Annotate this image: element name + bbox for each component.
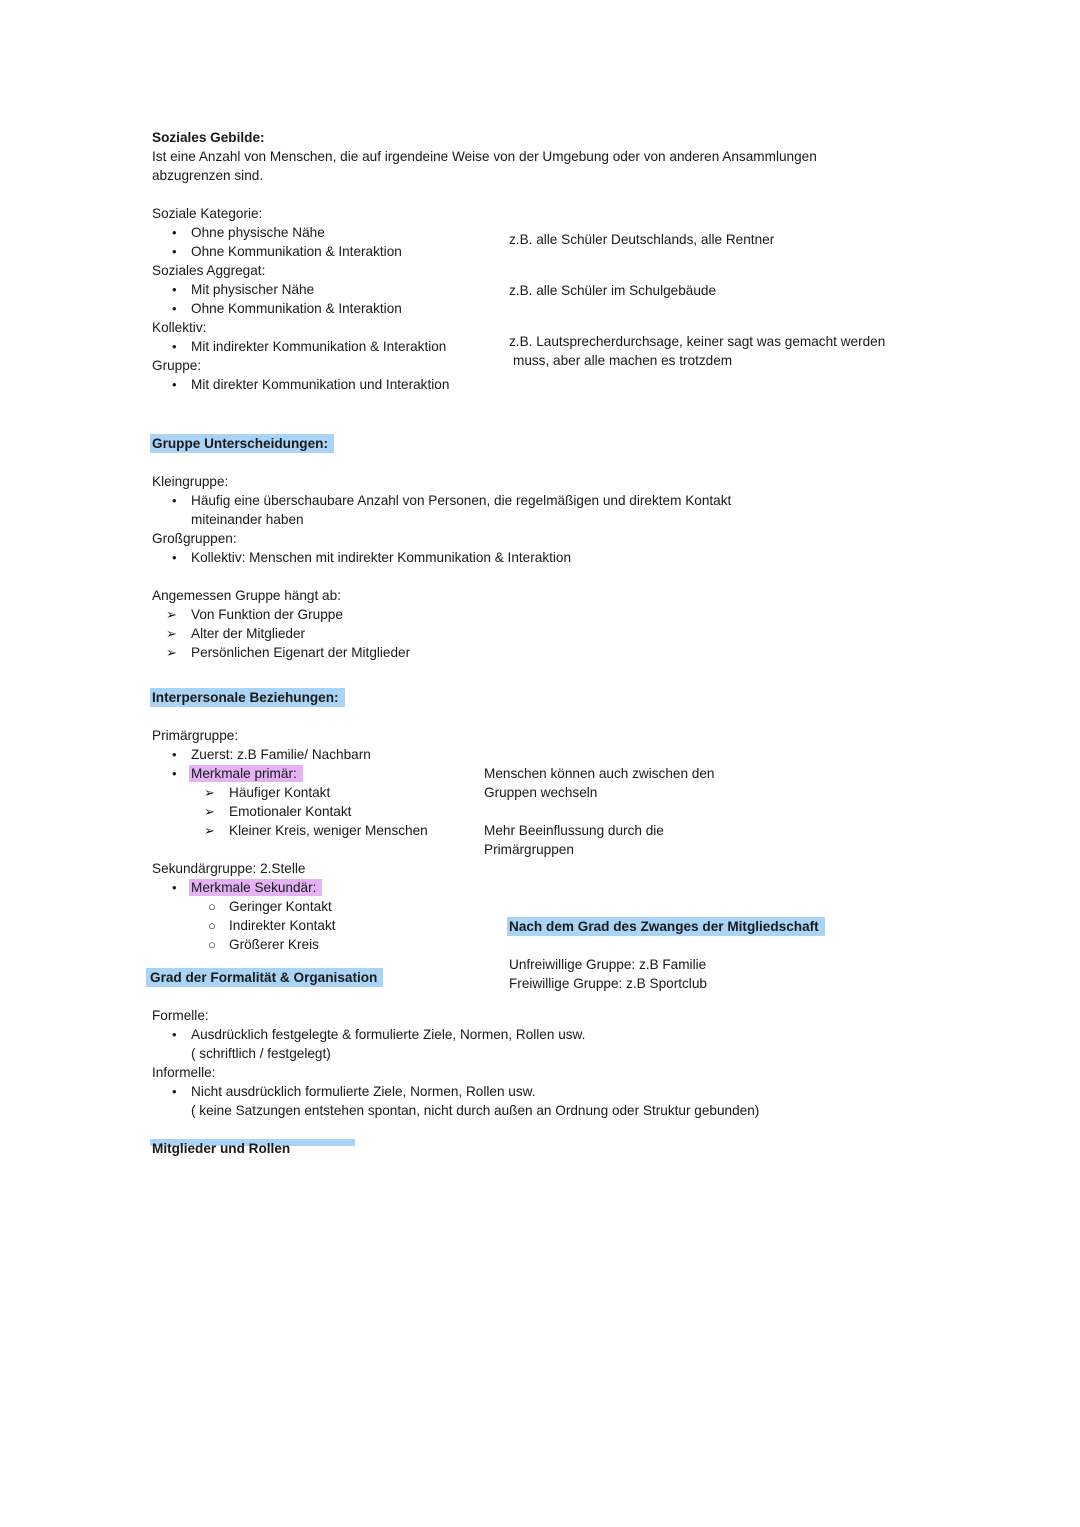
label-kollektiv: Kollektiv: bbox=[152, 320, 207, 335]
highlighted-label: Merkmale Sekundär: bbox=[189, 879, 322, 896]
arrow-bullet-icon: ➢ bbox=[166, 645, 177, 660]
list-item: Kollektiv: Menschen mit indirekter Kommunikation & Interaktion bbox=[191, 550, 572, 565]
cut-off-heading-text: Mitglieder und Rollen bbox=[152, 1141, 291, 1156]
list-item-note: ( schriftlich / festgelegt) bbox=[191, 1046, 331, 1061]
side-note: Gruppen wechseln bbox=[484, 785, 598, 800]
list-item: Emotionaler Kontakt bbox=[229, 804, 352, 819]
bullet-icon: • bbox=[172, 282, 177, 297]
bullet-icon: • bbox=[172, 225, 177, 240]
label-soziales-aggregat: Soziales Aggregat: bbox=[152, 263, 266, 278]
bullet-icon: • bbox=[172, 747, 177, 762]
list-item: Ohne Kommunikation & Interaktion bbox=[191, 301, 402, 316]
bullet-icon: • bbox=[172, 550, 177, 565]
list-item: Von Funktion der Gruppe bbox=[191, 607, 343, 622]
label-primaergruppe: Primärgruppe: bbox=[152, 728, 239, 743]
list-item: Mit indirekter Kommunikation & Interaktion bbox=[191, 339, 447, 354]
label-gruppe: Gruppe: bbox=[152, 358, 202, 373]
bullet-icon: • bbox=[172, 880, 177, 895]
circle-bullet-icon: ○ bbox=[208, 937, 216, 952]
zwang-item: Freiwillige Gruppe: z.B Sportclub bbox=[509, 976, 707, 991]
cut-off-heading bbox=[150, 1139, 355, 1156]
merkmale-sekundaer bbox=[191, 878, 322, 897]
list-item: Ausdrücklich festgelegte & formulierte Ziele, Normen, Rollen usw. bbox=[191, 1027, 586, 1042]
definition-text: Ist eine Anzahl von Menschen, die auf irgendeine Weise von der Umgebung oder von anderen Ansammlungen bbox=[152, 149, 817, 164]
highlighted-heading: Gruppe Unterscheidungen: bbox=[150, 434, 334, 453]
list-item: Geringer Kontakt bbox=[229, 899, 332, 914]
bullet-icon: • bbox=[172, 339, 177, 354]
arrow-bullet-icon: ➢ bbox=[204, 804, 215, 819]
bullet-icon: • bbox=[172, 766, 177, 781]
label-kleingruppe: Kleingruppe: bbox=[152, 474, 229, 489]
bullet-icon: • bbox=[172, 301, 177, 316]
bullet-icon: • bbox=[172, 244, 177, 259]
side-note: Primärgruppen bbox=[484, 842, 574, 857]
bullet-icon: • bbox=[172, 377, 177, 392]
bullet-icon: • bbox=[172, 1084, 177, 1099]
bullet-icon: • bbox=[172, 1027, 177, 1042]
label-sekundaergruppe: Sekundärgruppe: 2.Stelle bbox=[152, 861, 306, 876]
section-title-unterscheidungen bbox=[152, 434, 334, 453]
section-title-beziehungen bbox=[152, 688, 345, 707]
list-item-continued: miteinander haben bbox=[191, 512, 304, 527]
section-title-soziales-gebilde: Soziales Gebilde: bbox=[152, 130, 265, 145]
list-item: Persönlichen Eigenart der Mitglieder bbox=[191, 645, 411, 660]
bullet-icon: • bbox=[172, 493, 177, 508]
list-item-note: ( keine Satzungen entstehen spontan, nicht durch außen an Ordnung oder Struktur gebunden) bbox=[191, 1103, 760, 1118]
arrow-bullet-icon: ➢ bbox=[166, 607, 177, 622]
merkmale-primaer bbox=[191, 764, 303, 783]
example-text: z.B. alle Schüler im Schulgebäude bbox=[509, 283, 717, 298]
circle-bullet-icon: ○ bbox=[208, 918, 216, 933]
example-text: z.B. alle Schüler Deutschlands, alle Rentner bbox=[509, 232, 775, 247]
list-item: Häufiger Kontakt bbox=[229, 785, 331, 800]
list-item: Ohne physische Nähe bbox=[191, 225, 325, 240]
list-item: Häufig eine überschaubare Anzahl von Personen, die regelmäßigen und direktem Kontakt bbox=[191, 493, 732, 508]
label-formelle: Formelle: bbox=[152, 1008, 209, 1023]
arrow-bullet-icon: ➢ bbox=[204, 823, 215, 838]
list-item: Nicht ausdrücklich formulierte Ziele, Normen, Rollen usw. bbox=[191, 1084, 536, 1099]
highlighted-heading: Nach dem Grad des Zwanges der Mitgliedschaft bbox=[507, 917, 825, 936]
list-item: Mit physischer Nähe bbox=[191, 282, 315, 297]
example-text: z.B. Lautsprecherdurchsage, keiner sagt was gemacht werden bbox=[509, 334, 886, 349]
zwang-item: Unfreiwillige Gruppe: z.B Familie bbox=[509, 957, 707, 972]
label-informelle: Informelle: bbox=[152, 1065, 216, 1080]
side-note: Menschen können auch zwischen den bbox=[484, 766, 715, 781]
list-item: Ohne Kommunikation & Interaktion bbox=[191, 244, 402, 259]
label-grossgruppen: Großgruppen: bbox=[152, 531, 237, 546]
list-item: Mit direkter Kommunikation und Interaktion bbox=[191, 377, 450, 392]
arrow-bullet-icon: ➢ bbox=[166, 626, 177, 641]
list-item: Alter der Mitglieder bbox=[191, 626, 306, 641]
list-item: Indirekter Kontakt bbox=[229, 918, 336, 933]
label-angemessen: Angemessen Gruppe hängt ab: bbox=[152, 588, 341, 603]
circle-bullet-icon: ○ bbox=[208, 899, 216, 914]
definition-text: abzugrenzen sind. bbox=[152, 168, 264, 183]
highlighted-label: Merkmale primär: bbox=[189, 765, 303, 782]
highlighted-heading: Interpersonale Beziehungen: bbox=[150, 688, 345, 707]
arrow-bullet-icon: ➢ bbox=[204, 785, 215, 800]
label-soziale-kategorie: Soziale Kategorie: bbox=[152, 206, 263, 221]
list-item: Zuerst: z.B Familie/ Nachbarn bbox=[191, 747, 371, 762]
list-item: Kleiner Kreis, weniger Menschen bbox=[229, 823, 428, 838]
side-note: Mehr Beeinflussung durch die bbox=[484, 823, 664, 838]
section-title-zwang bbox=[509, 917, 825, 936]
highlighted-heading: Grad der Formalität & Organisation bbox=[146, 968, 383, 987]
section-title-formalitaet bbox=[152, 968, 383, 987]
list-item: Größerer Kreis bbox=[229, 937, 319, 952]
example-text: muss, aber alle machen es trotzdem bbox=[513, 353, 733, 368]
